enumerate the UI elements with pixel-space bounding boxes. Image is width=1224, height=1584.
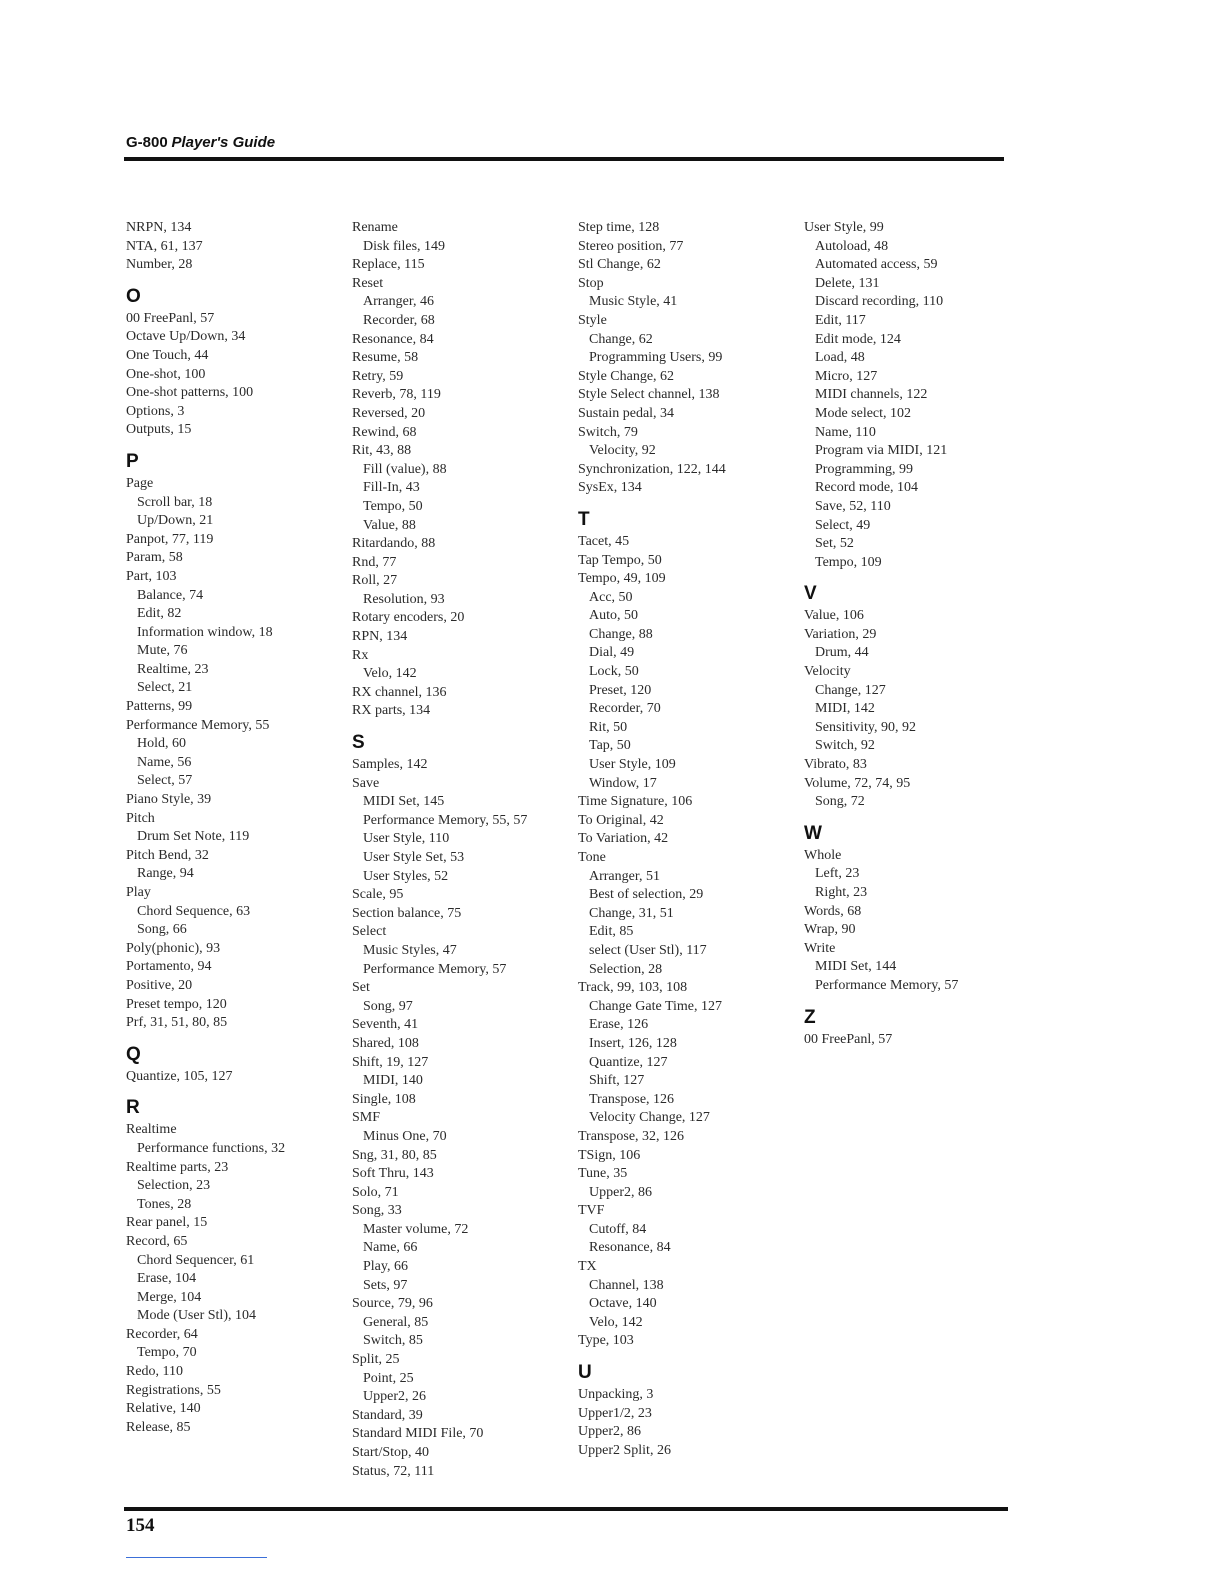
index-entry: Panpot, 77, 119: [126, 531, 214, 547]
index-entry: Start/Stop, 40: [352, 1445, 430, 1460]
index-subentry: Hold, 60: [137, 736, 186, 752]
section-letter: O: [126, 285, 141, 307]
running-header: [126, 134, 275, 152]
section-letter: Z: [804, 1006, 816, 1028]
index-entry: Split, 25: [352, 1352, 400, 1368]
index-entry: Performance Memory, 55: [126, 717, 270, 733]
index-entry: One-shot, 100: [126, 366, 206, 382]
index-entry: Style Change, 62: [578, 368, 675, 384]
index-subentry: Load, 48: [815, 350, 865, 366]
index-subentry: Recorder, 70: [589, 701, 661, 717]
section-letter: V: [804, 583, 817, 605]
index-entry: Write: [804, 940, 836, 956]
index-entry: Outputs, 15: [126, 422, 192, 438]
index-entry: Preset tempo, 120: [126, 996, 227, 1012]
index-subentry: Acc, 50: [589, 589, 633, 605]
index-subentry: Merge, 104: [137, 1289, 202, 1305]
index-subentry: Change, 62: [589, 331, 653, 347]
index-subentry: Quantize, 127: [589, 1054, 668, 1070]
index-subentry: Drum, 44: [815, 645, 869, 661]
index-entry: Portamento, 94: [126, 959, 212, 975]
index-entry: Set: [352, 980, 370, 996]
index-entry: Stl Change, 62: [578, 257, 661, 273]
index-subentry: Range, 94: [137, 866, 194, 882]
index-subentry: Performance Memory, 55, 57: [363, 812, 528, 828]
index-entry: Soft Thru, 143: [352, 1166, 434, 1182]
index-entry: Play: [126, 885, 151, 900]
index-subentry: Resonance, 84: [589, 1240, 671, 1256]
index-entry: Upper2, 86: [578, 1424, 641, 1440]
index-entry: Upper2 Split, 26: [578, 1442, 671, 1458]
index-subentry: Channel, 138: [589, 1277, 664, 1293]
index-entry: Poly(phonic), 93: [126, 940, 221, 956]
index-entry: Redo, 110: [126, 1364, 184, 1380]
index-subentry: Music Styles, 47: [363, 942, 457, 958]
index-entry: Shared, 108: [352, 1035, 419, 1051]
index-entry: To Original, 42: [578, 812, 664, 828]
index-subentry: Save, 52, 110: [815, 498, 891, 514]
index-column-2: [352, 219, 527, 1481]
index-entry: Tempo, 49, 109: [578, 571, 666, 587]
index-entry: RPN, 134: [352, 629, 408, 645]
index-subentry: User Style Set, 53: [363, 850, 465, 865]
index-entry: 00 FreePanl, 57: [126, 310, 215, 326]
index-entry: Style Select channel, 138: [578, 387, 720, 403]
index-entry: Select: [352, 924, 387, 940]
index-entry: Value, 106: [804, 608, 864, 624]
index-subentry: Program via MIDI, 121: [815, 443, 948, 459]
index-subentry: Performance Memory, 57: [815, 977, 959, 993]
index-entry: Retry, 59: [352, 368, 404, 384]
index-subentry: Mode (User Stl), 104: [137, 1308, 256, 1324]
index-subentry: Left, 23: [815, 866, 860, 882]
index-column-1: [126, 219, 285, 1437]
index-entry: Track, 99, 103, 108: [578, 980, 688, 996]
section-letter: T: [578, 508, 590, 530]
index-entry: Number, 28: [126, 257, 193, 273]
index-subentry: MIDI, 140: [363, 1073, 423, 1089]
section-letter: W: [804, 822, 822, 844]
index-subentry: Tempo, 109: [815, 554, 882, 570]
index-subentry: Velo, 142: [363, 666, 417, 682]
index-entry: Piano Style, 39: [126, 792, 212, 808]
index-entry: Param, 58: [126, 550, 183, 566]
index-subentry: User Style, 110: [363, 831, 450, 847]
index-subentry: Insert, 126, 128: [589, 1035, 677, 1051]
index-entry: Reversed, 20: [352, 405, 426, 421]
index-entry: NTA, 61, 137: [126, 238, 203, 254]
index-entry: Shift, 19, 127: [352, 1054, 429, 1070]
index-entry: Step time, 128: [578, 220, 660, 235]
section-letter: U: [578, 1362, 592, 1384]
index-entry: Ritardando, 88: [352, 536, 436, 552]
index-entry: Synchronization, 122, 144: [578, 461, 726, 477]
page-number: 154: [126, 1515, 155, 1536]
index-subentry: MIDI Set, 145: [363, 794, 445, 810]
index-entry: User Style, 99: [804, 220, 884, 235]
index-subentry: Micro, 127: [815, 368, 878, 384]
index-entry: Rit, 43, 88: [352, 443, 412, 459]
index-entry: Samples, 142: [352, 757, 428, 773]
index-subentry: Mode select, 102: [815, 405, 912, 421]
index-entry: Style: [578, 312, 607, 328]
index-entry: Resume, 58: [352, 350, 419, 366]
header-model: G-800: [126, 134, 168, 151]
index-subentry: Auto, 50: [589, 608, 638, 624]
index-entry: Tone: [578, 850, 606, 865]
index-subentry: Octave, 140: [589, 1296, 657, 1312]
index-subentry: Record mode, 104: [815, 480, 919, 496]
index-entry: RX parts, 134: [352, 703, 431, 719]
index-entry: Save: [352, 775, 380, 791]
index-subentry: Erase, 126: [589, 1017, 649, 1033]
index-entry: Transpose, 32, 126: [578, 1128, 685, 1144]
index-subentry: Arranger, 46: [363, 294, 434, 310]
index-subentry: Dial, 49: [589, 645, 635, 661]
index-subentry: Change, 127: [815, 682, 886, 698]
index-entry: Replace, 115: [352, 257, 425, 273]
index-column-3: [578, 219, 726, 1460]
index-subentry: Programming Users, 99: [589, 350, 723, 366]
index-entry: Rnd, 77: [352, 554, 397, 570]
index-entry: One-shot patterns, 100: [126, 385, 254, 401]
index-subentry: Tap, 50: [589, 738, 631, 754]
index-entry: Time Signature, 106: [578, 794, 693, 810]
index-subentry: Minus One, 70: [363, 1128, 447, 1144]
header-guide-title: Player's Guide: [171, 134, 276, 151]
index-entry: Unpacking, 3: [578, 1387, 654, 1403]
index-subentry: Fill (value), 88: [363, 461, 447, 477]
index-subentry: Right, 23: [815, 885, 868, 900]
index-entry: Section balance, 75: [352, 905, 462, 921]
index-entry: Tune, 35: [578, 1166, 628, 1182]
index-subentry: Sensitivity, 90, 92: [815, 719, 916, 735]
index-entry: Stereo position, 77: [578, 238, 684, 254]
index-subentry: Best of selection, 29: [589, 887, 704, 903]
index-subentry: Discard recording, 110: [815, 294, 944, 310]
index-entry: TVF: [578, 1203, 605, 1219]
index-subentry: General, 85: [363, 1314, 429, 1330]
index-subentry: Select, 57: [137, 773, 193, 789]
index-subentry: Velocity, 92: [589, 443, 656, 459]
index-entry: Single, 108: [352, 1091, 416, 1107]
index-entry: SMF: [352, 1110, 381, 1126]
index-subentry: Up/Down, 21: [137, 513, 214, 529]
index-entry: Pitch Bend, 32: [126, 847, 209, 863]
index-entry: Source, 79, 96: [352, 1296, 433, 1312]
index-entry: Status, 72, 111: [352, 1463, 435, 1479]
index-subentry: Chord Sequencer, 61: [137, 1252, 255, 1268]
index-entry: Seventh, 41: [352, 1017, 419, 1033]
index-subentry: Resolution, 93: [363, 591, 445, 607]
index-entry: Registrations, 55: [126, 1382, 221, 1398]
index-entry: Song, 33: [352, 1203, 402, 1219]
index-subentry: Tempo, 50: [363, 498, 423, 514]
index-entry: Velocity: [804, 664, 851, 680]
index-subentry: Upper2, 26: [363, 1389, 426, 1405]
index-subentry: Sets, 97: [363, 1277, 408, 1293]
index-entry: Part, 103: [126, 568, 177, 584]
index-subentry: Point, 25: [363, 1370, 414, 1386]
index-subentry: Realtime, 23: [137, 661, 209, 677]
index-subentry: Name, 66: [363, 1240, 418, 1256]
index-entry: Standard, 39: [352, 1407, 423, 1423]
index-subentry: select (User Stl), 117: [589, 942, 707, 958]
index-entry: Type, 103: [578, 1333, 634, 1349]
index-entry: Octave Up/Down, 34: [126, 329, 246, 345]
index-subentry: Performance Memory, 57: [363, 961, 507, 977]
index-entry: Pitch: [126, 810, 155, 826]
index-subentry: Change, 88: [589, 626, 653, 642]
index-entry: SysEx, 134: [578, 480, 642, 496]
index-entry: 00 FreePanl, 57: [804, 1031, 893, 1047]
index-entry: Reset: [352, 275, 384, 291]
index-subentry: Edit mode, 124: [815, 331, 901, 347]
index-entry: Vibrato, 83: [804, 757, 867, 773]
index-subentry: Velocity Change, 127: [589, 1110, 710, 1126]
index-subentry: Preset, 120: [589, 682, 652, 698]
index-entry: Whole: [804, 847, 842, 863]
index-subentry: Scroll bar, 18: [137, 494, 213, 510]
index-subentry: Programming, 99: [815, 461, 913, 477]
index-entry: TSign, 106: [578, 1147, 641, 1163]
index-subentry: Song, 66: [137, 922, 187, 938]
index-entry: NRPN, 134: [126, 220, 192, 235]
index-subentry: Mute, 76: [137, 643, 188, 659]
index-entry: Recorder, 64: [126, 1326, 198, 1342]
index-entry: Resonance, 84: [352, 331, 434, 347]
index-subentry: Drum Set Note, 119: [137, 829, 250, 845]
index-entry: Record, 65: [126, 1233, 188, 1249]
index-entry: Options, 3: [126, 403, 185, 419]
index-entry: Switch, 79: [578, 424, 638, 440]
index-entry: To Variation, 42: [578, 831, 669, 847]
index-subentry: Lock, 50: [589, 664, 639, 680]
index-entry: Quantize, 105, 127: [126, 1068, 233, 1084]
index-subentry: User Style, 109: [589, 757, 676, 773]
index-subentry: Automated access, 59: [815, 257, 938, 273]
index-subentry: Velo, 142: [589, 1314, 643, 1330]
index-subentry: Switch, 92: [815, 738, 875, 754]
index-entry: Solo, 71: [352, 1184, 399, 1200]
index-subentry: Shift, 127: [589, 1073, 645, 1089]
index-entry: One Touch, 44: [126, 347, 209, 363]
index-entry: Positive, 20: [126, 977, 193, 993]
index-entry: Wrap, 90: [804, 922, 856, 938]
index-subentry: Play, 66: [363, 1259, 408, 1275]
index-subentry: Master volume, 72: [363, 1221, 469, 1237]
index-subentry: MIDI Set, 144: [815, 959, 897, 975]
index-subentry: Switch, 85: [363, 1333, 423, 1349]
index-subentry: Selection, 23: [137, 1178, 211, 1194]
index-subentry: Transpose, 126: [589, 1091, 675, 1107]
index-entry: Sng, 31, 80, 85: [352, 1147, 437, 1163]
index-subentry: Edit, 85: [589, 924, 634, 940]
index-entry: Upper1/2, 23: [578, 1405, 652, 1421]
index-entry: Release, 85: [126, 1419, 191, 1435]
index-subentry: Delete, 131: [815, 275, 880, 291]
index-entry: Page: [126, 475, 154, 491]
index-entry: RX channel, 136: [352, 684, 447, 700]
index-entry: Words, 68: [804, 903, 862, 919]
index-subentry: Selection, 28: [589, 961, 663, 977]
footer-rule: [124, 1507, 1008, 1511]
index-entry: Roll, 27: [352, 573, 398, 589]
index-subentry: Music Style, 41: [589, 294, 678, 310]
index-subentry: Value, 88: [363, 517, 416, 533]
index-subentry: Rit, 50: [589, 719, 628, 735]
index-entry: Rear panel, 15: [126, 1215, 208, 1231]
index-entry: Rx: [352, 647, 369, 663]
index-entry: Tap Tempo, 50: [578, 552, 662, 568]
index-subentry: Erase, 104: [137, 1271, 197, 1287]
index-subentry: Arranger, 51: [589, 868, 660, 884]
index-subentry: Fill-In, 43: [363, 480, 420, 496]
index-subentry: Recorder, 68: [363, 312, 435, 328]
index-subentry: Select, 21: [137, 680, 193, 696]
index-entry: Standard MIDI File, 70: [352, 1426, 484, 1442]
index-subentry: Name, 56: [137, 754, 192, 770]
section-letter: P: [126, 450, 139, 472]
index-entry: Patterns, 99: [126, 699, 193, 715]
index-subentry: Edit, 82: [137, 606, 182, 622]
index-subentry: Tempo, 70: [137, 1345, 197, 1361]
index-entry: Rewind, 68: [352, 424, 417, 440]
index-subentry: Tones, 28: [137, 1196, 192, 1212]
index-entry: Reverb, 78, 119: [352, 387, 441, 403]
section-letter: S: [352, 732, 365, 754]
section-letter: R: [126, 1097, 140, 1119]
link-underline: [126, 1557, 267, 1558]
index-subentry: Balance, 74: [137, 587, 204, 603]
index-subentry: Information window, 18: [137, 624, 273, 640]
index-subentry: Song, 72: [815, 794, 865, 810]
index-entry: Realtime parts, 23: [126, 1159, 229, 1175]
index-entry: Relative, 140: [126, 1401, 201, 1417]
index-subentry: Window, 17: [589, 775, 657, 791]
index-subentry: MIDI channels, 122: [815, 387, 928, 403]
index-subentry: MIDI, 142: [815, 701, 875, 717]
header-rule: [124, 157, 1004, 161]
index-subentry: Name, 110: [815, 424, 876, 440]
index-entry: Tacet, 45: [578, 533, 630, 549]
section-letter: Q: [126, 1043, 141, 1065]
index-entry: Scale, 95: [352, 887, 404, 903]
index-subentry: Change Gate Time, 127: [589, 998, 722, 1014]
index-subentry: User Styles, 52: [363, 868, 449, 884]
index-entry: TX: [578, 1259, 597, 1275]
index-entry: Sustain pedal, 34: [578, 405, 675, 421]
index-column-4: [804, 219, 958, 1049]
index-entry: Variation, 29: [804, 626, 877, 642]
index-subentry: Chord Sequence, 63: [137, 903, 251, 919]
index-entry: Stop: [578, 275, 604, 291]
index-subentry: Cutoff, 84: [589, 1221, 647, 1237]
index-entry: Volume, 72, 74, 95: [804, 775, 911, 791]
index-subentry: Select, 49: [815, 517, 871, 533]
index-subentry: Change, 31, 51: [589, 905, 674, 921]
index-subentry: Disk files, 149: [363, 238, 446, 254]
index-subentry: Autoload, 48: [815, 238, 889, 254]
index-subentry: Song, 97: [363, 998, 413, 1014]
index-subentry: Edit, 117: [815, 312, 866, 328]
index-entry: Rename: [352, 220, 398, 235]
index-subentry: Set, 52: [815, 536, 854, 552]
index-subentry: Upper2, 86: [589, 1184, 652, 1200]
index-entry: Rotary encoders, 20: [352, 610, 465, 626]
index-entry: Realtime: [126, 1122, 177, 1138]
index-entry: Prf, 31, 51, 80, 85: [126, 1015, 228, 1031]
index-subentry: Performance functions, 32: [137, 1140, 286, 1156]
